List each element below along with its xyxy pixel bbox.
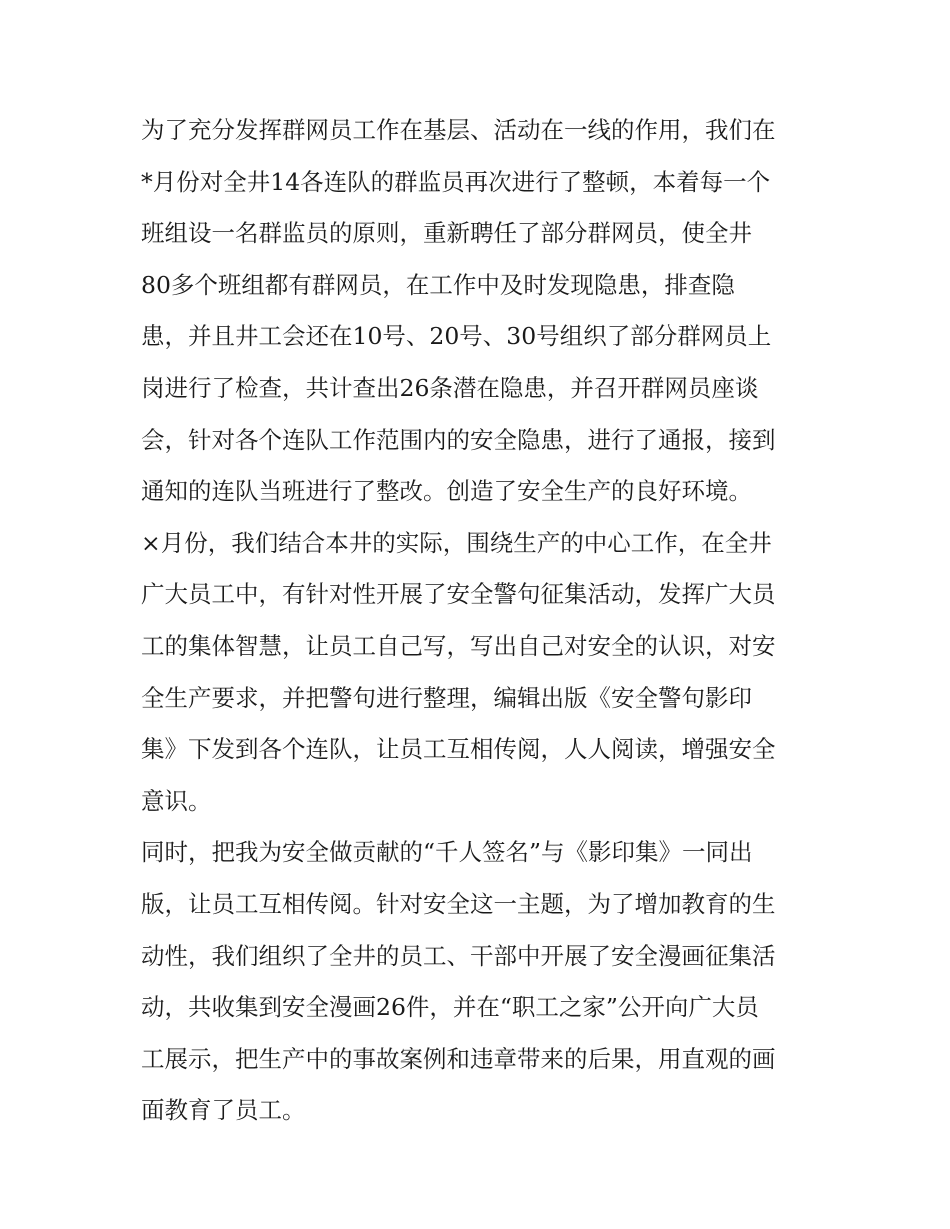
text-line: 版，让员工互相传阅。针对安全这一主题，为了增加教育的生 <box>141 889 776 918</box>
text-line: *月份对全井14各连队的群监员再次进行了整顿，本着每一个 <box>141 167 771 196</box>
text-line: 同时，把我为安全做贡献的“千人签名”与《影印集》一同出 <box>141 838 753 867</box>
text-line: 广大员工中，有针对性开展了安全警句征集活动，发挥广大员 <box>141 580 776 609</box>
text-line: 动，共收集到安全漫画26件，并在“职工之家”公开向广大员 <box>141 993 759 1022</box>
text-line: 全生产要求，并把警句进行整理，编辑出版《安全警句影印 <box>141 683 752 712</box>
text-line: 意识。 <box>141 786 212 815</box>
text-line: 动性，我们组织了全井的员工、干部中开展了安全漫画征集活 <box>141 941 776 970</box>
text-line: 面教育了员工。 <box>141 1096 306 1125</box>
text-line: 会，针对各个连队工作范围内的安全隐患，进行了通报，接到 <box>141 425 776 454</box>
text-line: 集》下发到各个连队，让员工互相传阅，人人阅读，增强安全 <box>141 735 776 764</box>
text-line: 通知的连队当班进行了整改。创造了安全生产的良好环境。 <box>141 477 752 506</box>
body-text <box>141 105 821 1137</box>
text-line: 工的集体智慧，让员工自己写，写出自己对安全的认识，对安 <box>141 631 776 660</box>
text-line: 班组设一名群监员的原则，重新聘任了部分群网员，使全井 <box>141 219 752 248</box>
text-line: 80多个班组都有群网员，在工作中及时发现隐患，排查隐 <box>141 270 735 299</box>
text-line: 为了充分发挥群网员工作在基层、活动在一线的作用，我们在 <box>141 116 776 144</box>
text-line: 患，并且井工会还在10号、20号、30号组织了部分群网员上 <box>141 322 772 351</box>
text-line: ×月份，我们结合本井的实际，围绕生产的中心工作，在全井 <box>141 528 772 557</box>
text-line: 工展示，把生产中的事故案例和违章带来的后果，用直观的画 <box>141 1044 776 1073</box>
text-line: 岗进行了检查，共计查出26条潜在隐患，并召开群网员座谈 <box>141 373 759 402</box>
